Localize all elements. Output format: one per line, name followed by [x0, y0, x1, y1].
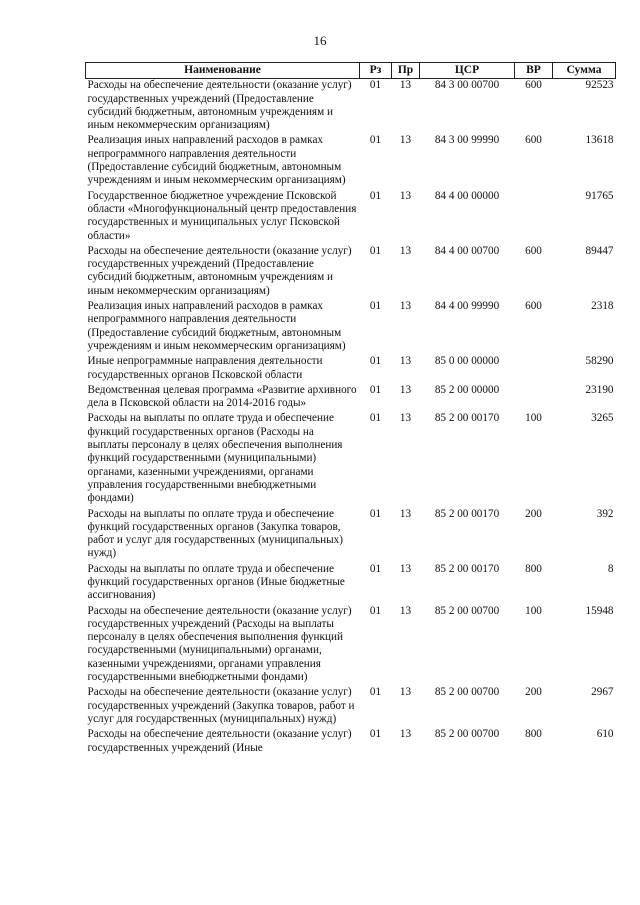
cell-rz: 01 [369, 355, 382, 368]
cell-csr: 85 2 00 00170 [434, 562, 500, 575]
cell-name: Расходы на обеспечение деятельности (оказание услуг) государственных учреждений (Расходы на выплаты персоналу в целях обеспечения выполнения функций государственными (муниципальными) органами, казенными учреждениями, органами управления государственными внебюджетными фондами) [87, 604, 352, 684]
cell-pr: 13 [399, 562, 412, 575]
cell-csr: 84 4 00 00000 [434, 189, 500, 202]
cell-name: Расходы на обеспечение деятельности (оказание услуг) государственных учреждений (Закупка товаров, работ и услуг для государственных (муниципальных) нужд) [87, 686, 355, 725]
cell-name: Реализация иных направлений расходов в рамках непрограммного направления деятельности (Предоставление субсидий бюджетным, автономным учреждениям и иным некоммерческим организациям) [87, 134, 346, 187]
table-row [86, 353, 616, 382]
cell-sum: 3265 [591, 412, 614, 425]
cell-name: Ведомственная целевая программа «Развитие архивного дела в Псковской области на 2014-2016 годы» [87, 383, 357, 410]
cell-rz: 01 [369, 79, 382, 92]
cell-vr: 100 [525, 412, 542, 425]
table-row [86, 684, 616, 726]
cell-vr: 600 [525, 134, 542, 147]
cell-sum: 2318 [591, 300, 614, 313]
table-body [86, 79, 616, 755]
cell-rz: 01 [369, 412, 382, 425]
cell-name: Иные непрограммные направления деятельности государственных органов Псковской области [87, 355, 323, 381]
table-row [86, 410, 616, 505]
cell-name: Расходы на обеспечение деятельности (оказание услуг) государственных учреждений (Предоставление субсидий бюджетным, автономным учреждениям и иным некоммерческим организациям) [87, 244, 352, 297]
table-row [86, 382, 616, 411]
cell-pr: 13 [399, 300, 412, 313]
cell-sum: 92523 [585, 79, 614, 92]
cell-sum: 392 [596, 507, 614, 520]
cell-rz: 01 [369, 189, 382, 202]
cell-sum: 91765 [585, 189, 614, 202]
cell-csr: 84 3 00 00700 [434, 79, 500, 92]
table-row [86, 603, 616, 685]
cell-rz: 01 [369, 134, 382, 147]
cell-sum: 23190 [585, 383, 614, 396]
cell-pr: 13 [399, 189, 412, 202]
cell-vr [515, 353, 553, 382]
table-row [86, 243, 616, 298]
table-row [86, 506, 616, 561]
cell-name: Расходы на выплаты по оплате труда и обеспечение функций государственных органов (Иные бюджетные ассигнования) [87, 562, 345, 602]
cell-sum: 89447 [585, 244, 614, 257]
cell-pr: 13 [399, 604, 412, 617]
table-row [86, 79, 616, 133]
cell-vr: 800 [525, 728, 542, 741]
cell-name: Расходы на обеспечение деятельности (оказание услуг) государственных учреждений (Предоставление субсидий бюджетным, автономным учреждениям и иным некоммерческим организациям) [87, 79, 352, 132]
cell-csr: 84 4 00 00700 [434, 244, 500, 257]
header-pr: Пр [392, 63, 420, 79]
cell-csr: 84 3 00 99990 [434, 134, 500, 147]
cell-csr: 85 2 00 00000 [434, 383, 500, 396]
header-csr: ЦСР [420, 63, 515, 79]
cell-sum: 8 [607, 562, 614, 575]
table-row [86, 132, 616, 187]
cell-pr: 13 [399, 412, 412, 425]
cell-rz: 01 [369, 686, 382, 699]
header-vr: ВР [515, 63, 553, 79]
cell-vr: 600 [525, 244, 542, 257]
cell-rz: 01 [369, 383, 382, 396]
header-rz: Рз [360, 63, 392, 79]
cell-csr: 85 2 00 00700 [434, 686, 500, 699]
table-row [86, 298, 616, 353]
cell-sum: 610 [596, 728, 614, 741]
cell-vr: 600 [525, 300, 542, 313]
budget-table [85, 62, 616, 755]
cell-rz: 01 [369, 562, 382, 575]
cell-name: Расходы на обеспечение деятельности (оказание услуг) государственных учреждений (Иные [87, 728, 352, 754]
table-header-row [86, 63, 616, 79]
cell-pr: 13 [399, 383, 412, 396]
cell-vr: 100 [525, 604, 542, 617]
table-row [86, 188, 616, 243]
cell-vr: 800 [525, 562, 542, 575]
cell-pr: 13 [399, 728, 412, 741]
cell-vr: 600 [525, 79, 542, 92]
cell-vr: 200 [525, 686, 542, 699]
cell-rz: 01 [369, 507, 382, 520]
cell-name: Реализация иных направлений расходов в рамках непрограммного направления деятельности (Предоставление субсидий бюджетным, автономным учреждениям и иным некоммерческим организациям) [87, 300, 346, 352]
cell-sum: 58290 [585, 355, 614, 368]
table-row [86, 561, 616, 603]
cell-csr: 85 0 00 00000 [434, 355, 500, 368]
cell-rz: 01 [369, 604, 382, 617]
cell-csr: 85 2 00 00170 [434, 412, 500, 425]
cell-rz: 01 [369, 244, 382, 257]
cell-pr: 13 [399, 244, 412, 257]
cell-pr: 13 [399, 507, 412, 520]
cell-pr: 13 [399, 355, 412, 368]
cell-name: Расходы на выплаты по оплате труда и обеспечение функций государственных органов (Расходы на выплаты персоналу в целях обеспечения выполнения функций государственными (муниципальными) органами, казенными учреждениями, органами управления государственными внебюджетными фондами) [87, 412, 343, 505]
header-sum: Сумма [553, 63, 616, 79]
cell-csr: 85 2 00 00170 [434, 507, 500, 520]
cell-rz: 01 [369, 728, 382, 741]
cell-csr: 85 2 00 00700 [434, 728, 500, 741]
page-number: 16 [313, 33, 327, 48]
cell-sum: 13618 [585, 134, 614, 147]
cell-sum: 2967 [591, 686, 614, 699]
cell-csr: 85 2 00 00700 [434, 604, 500, 617]
cell-sum: 15948 [585, 604, 614, 617]
cell-csr: 84 4 00 99990 [434, 300, 500, 313]
cell-vr: 200 [525, 507, 542, 520]
cell-name: Расходы на выплаты по оплате труда и обеспечение функций государственных органов (Закупка товаров, работ и услуг для государственных (муниципальных) нужд) [87, 507, 343, 560]
cell-pr: 13 [399, 134, 412, 147]
cell-pr: 13 [399, 79, 412, 92]
cell-vr [515, 188, 553, 243]
table-row [86, 726, 616, 755]
header-name: Наименование [86, 63, 360, 79]
cell-name: Государственное бюджетное учреждение Псковской области «Многофункциональный центр предоставления государственных и муниципальных услуг Псковской области» [87, 189, 357, 242]
cell-rz: 01 [369, 300, 382, 313]
cell-pr: 13 [399, 686, 412, 699]
cell-vr [515, 382, 553, 411]
